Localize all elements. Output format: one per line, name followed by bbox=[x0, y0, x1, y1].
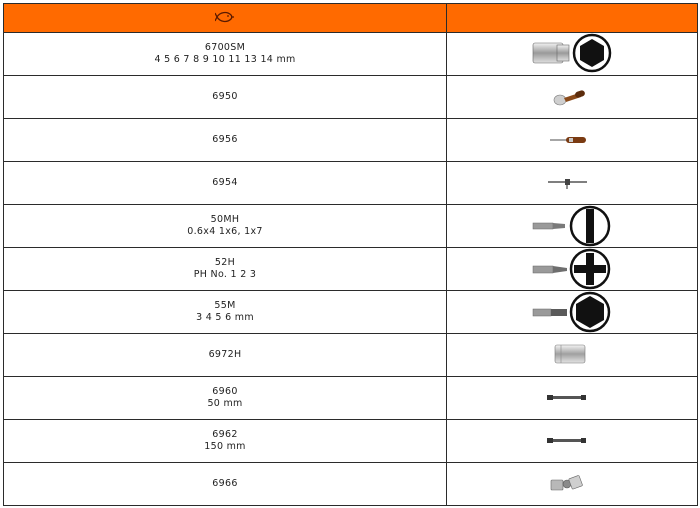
extension-bar-long-icon bbox=[447, 420, 698, 462]
phillips-bit-icon bbox=[447, 248, 698, 290]
code-cell bbox=[4, 463, 447, 506]
image-cell bbox=[447, 76, 698, 119]
tool-detail: 4 5 6 7 8 9 10 11 13 14 mm bbox=[154, 54, 296, 65]
tool-code: 6954 bbox=[212, 177, 238, 188]
tool-table bbox=[3, 3, 698, 506]
image-cell bbox=[447, 205, 698, 248]
code-cell bbox=[4, 291, 447, 334]
tool-detail: 50 mm bbox=[207, 398, 243, 409]
table-row bbox=[4, 33, 698, 76]
code-cell bbox=[4, 205, 447, 248]
slotted-bit-icon bbox=[447, 205, 698, 247]
image-cell bbox=[447, 334, 698, 377]
image-cell bbox=[447, 119, 698, 162]
tool-code: 6972H bbox=[208, 349, 242, 360]
tool-code: 6962 bbox=[212, 429, 238, 440]
code-cell bbox=[4, 248, 447, 291]
code-cell bbox=[4, 334, 447, 377]
table-row bbox=[4, 334, 698, 377]
tool-code: 6950 bbox=[212, 91, 238, 102]
code-cell bbox=[4, 33, 447, 76]
image-cell bbox=[447, 33, 698, 76]
code-cell bbox=[4, 377, 447, 420]
table-row bbox=[4, 291, 698, 334]
table-row bbox=[4, 76, 698, 119]
tool-detail: PH No. 1 2 3 bbox=[193, 269, 257, 280]
bit-adapter-icon bbox=[447, 334, 698, 376]
image-cell bbox=[447, 248, 698, 291]
tool-code: 6700SM bbox=[204, 42, 246, 53]
image-cell bbox=[447, 420, 698, 463]
tool-code: 50MH bbox=[210, 214, 240, 225]
socket-with-hex-profile-icon bbox=[447, 33, 698, 75]
image-cell bbox=[447, 377, 698, 420]
extension-bar-icon bbox=[447, 377, 698, 419]
table-row bbox=[4, 420, 698, 463]
table-row bbox=[4, 463, 698, 506]
tool-code: 6956 bbox=[212, 134, 238, 145]
table-header bbox=[4, 4, 698, 33]
table-row bbox=[4, 248, 698, 291]
header-logo-cell bbox=[4, 4, 447, 33]
tool-code: 55M bbox=[214, 300, 236, 311]
table-row bbox=[4, 377, 698, 420]
code-cell bbox=[4, 119, 447, 162]
table-row bbox=[4, 162, 698, 205]
tool-code: 6960 bbox=[212, 386, 238, 397]
table-row bbox=[4, 119, 698, 162]
image-cell bbox=[447, 291, 698, 334]
t-bar-handle-icon bbox=[447, 162, 698, 204]
header-empty-cell bbox=[447, 4, 698, 33]
hex-bit-icon bbox=[447, 291, 698, 333]
ratchet-handle-icon bbox=[447, 76, 698, 118]
code-cell bbox=[4, 76, 447, 119]
tool-code: 6966 bbox=[212, 478, 238, 489]
code-cell bbox=[4, 162, 447, 205]
tool-code: 52H bbox=[214, 257, 236, 268]
tool-detail: 150 mm bbox=[204, 441, 246, 452]
tool-detail: 0.6x4 1x6, 1x7 bbox=[187, 226, 263, 237]
image-cell bbox=[447, 463, 698, 506]
tool-detail: 3 4 5 6 mm bbox=[196, 312, 254, 323]
table-row bbox=[4, 205, 698, 248]
universal-joint-icon bbox=[447, 463, 698, 505]
screwdriver-handle-icon bbox=[447, 119, 698, 161]
image-cell bbox=[447, 162, 698, 205]
code-cell bbox=[4, 420, 447, 463]
fish-icon bbox=[215, 10, 235, 24]
